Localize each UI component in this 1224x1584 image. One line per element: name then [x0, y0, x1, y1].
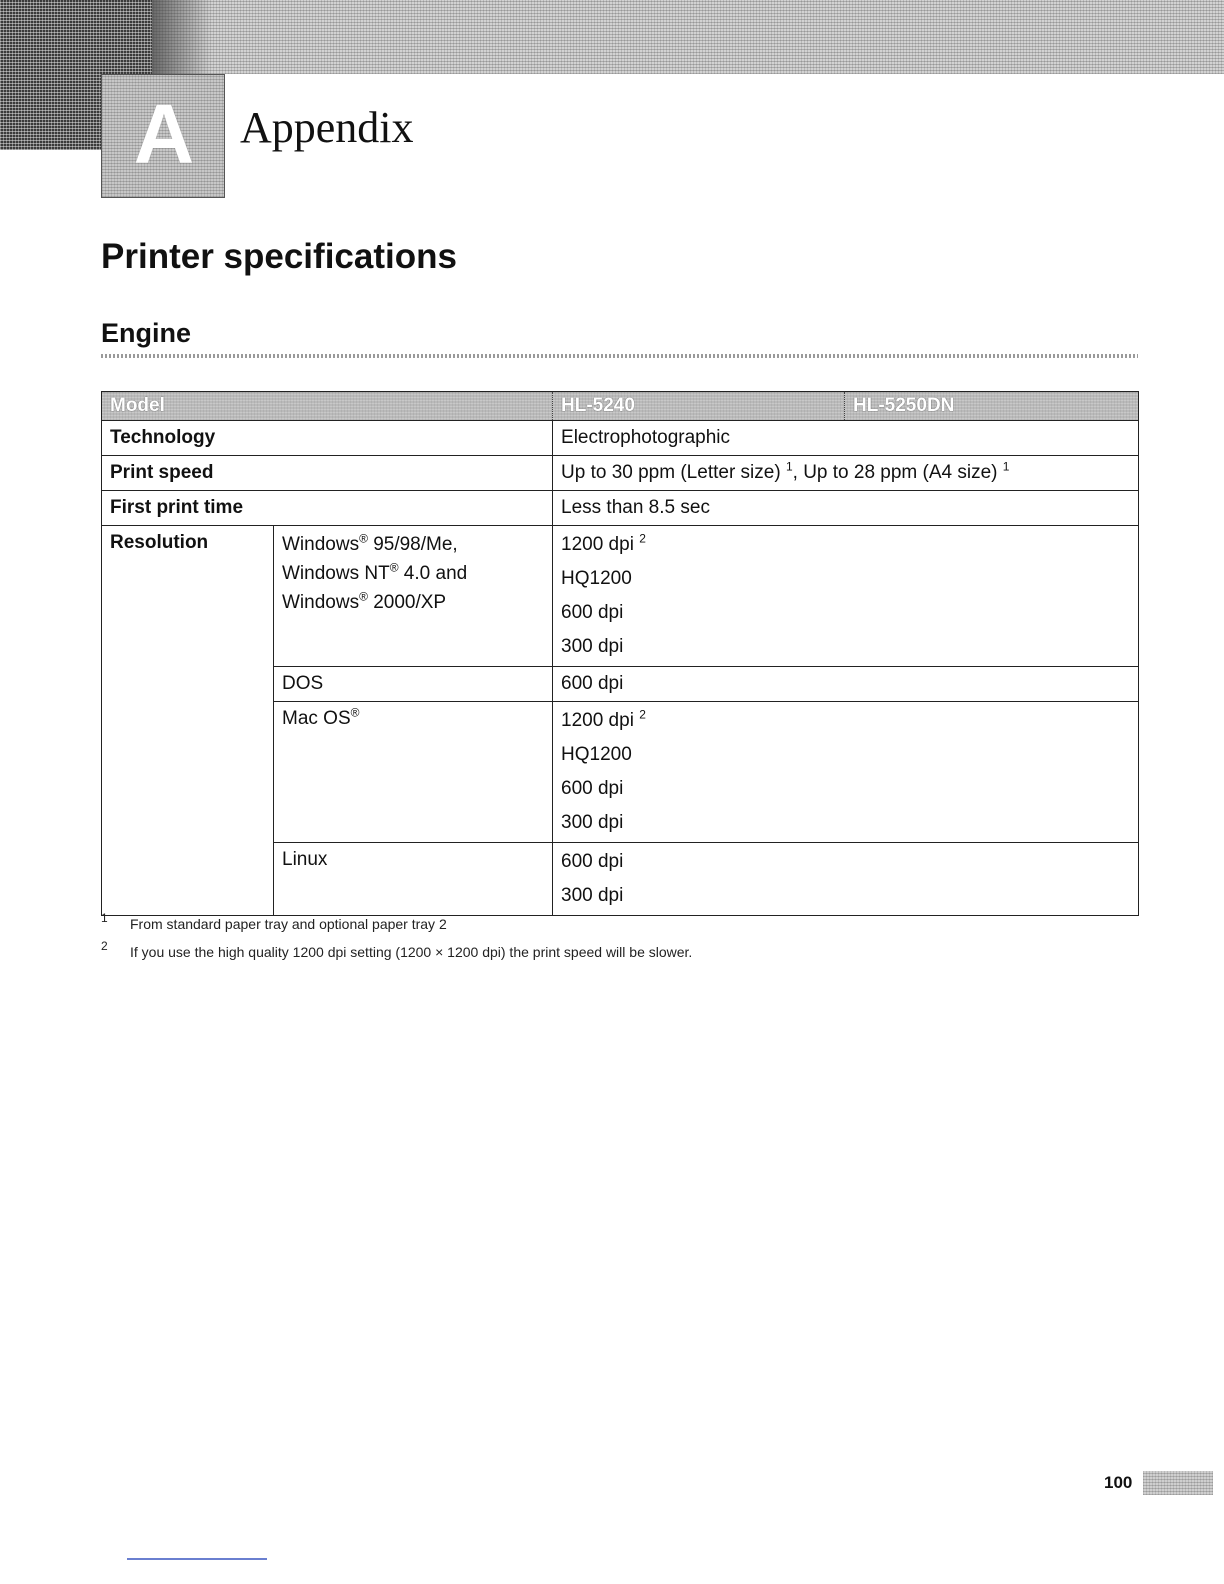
- resolution-windows-values: [553, 526, 1139, 667]
- footnote-2: [101, 940, 1138, 968]
- resolution-mac-values: [553, 702, 1139, 843]
- os-windows: [274, 526, 553, 667]
- print-speed-a4: , Up to 28 ppm (A4 size): [792, 462, 1003, 483]
- footnote-ref: 1: [785, 459, 793, 474]
- row-label-first-print-time: First print time: [102, 491, 553, 526]
- resolution-value: 300 dpi: [561, 885, 624, 906]
- os-linux: Linux: [274, 843, 553, 916]
- footnote-text: If you use the high quality 1200 dpi setting (1200 × 1200 dpi) the print speed will be slower.: [130, 944, 693, 960]
- resolution-value: 300 dpi: [561, 636, 624, 657]
- chapter-letter: A: [133, 87, 195, 181]
- header-banner-fade: [152, 0, 212, 74]
- footnote-number: 2: [101, 939, 108, 953]
- footnote-ref: 2: [639, 707, 646, 722]
- section-title: Printer specifications: [101, 237, 457, 276]
- os-windows-line-2: Windows NT® 4.0 and: [282, 560, 468, 584]
- row-label-print-speed: Print speed: [102, 456, 553, 491]
- resolution-value: 1200 dpi $^2$: [561, 531, 646, 555]
- footnote-1: [101, 912, 1138, 940]
- table-row-print-speed: [102, 456, 1139, 491]
- resolution-dos-value: 600 dpi: [553, 667, 1139, 702]
- subsection-title: Engine: [101, 318, 192, 348]
- table-row-first-print-time: [102, 491, 1139, 526]
- chapter-letter-box: [101, 74, 225, 198]
- resolution-value: 1200 dpi $^2$: [561, 707, 646, 731]
- table-row-technology: [102, 421, 1139, 456]
- header-model-1: HL-5240: [553, 392, 845, 421]
- page-number: 100: [1104, 1473, 1133, 1492]
- footnotes: [101, 912, 1138, 968]
- footnote-text: From standard paper tray and optional paper tray 2: [130, 916, 447, 932]
- subsection-divider: [101, 354, 1138, 358]
- os-dos: DOS: [274, 667, 553, 702]
- header-model: Model: [102, 392, 553, 421]
- row-value-first-print-time: Less than 8.5 sec: [553, 491, 1139, 526]
- footnote-ref: 2: [639, 531, 646, 546]
- row-value-technology: Electrophotographic: [553, 421, 1139, 456]
- resolution-value: HQ1200: [561, 568, 632, 589]
- os-windows-line-1: Windows® 95/98/Me,: [282, 531, 458, 555]
- os-mac: Mac OS®: [274, 702, 553, 843]
- header-model-2: HL-5250DN: [845, 392, 1139, 421]
- bottom-rule: [127, 1558, 267, 1560]
- resolution-value: 600 dpi: [561, 851, 624, 872]
- resolution-value: 600 dpi: [561, 602, 624, 623]
- footnote-number: 1: [101, 911, 108, 925]
- resolution-value: 600 dpi: [561, 778, 624, 799]
- footnote-ref: 1: [1002, 459, 1010, 474]
- resolution-value: HQ1200: [561, 744, 632, 765]
- chapter-title: Appendix: [240, 103, 414, 152]
- table-header-row: [102, 392, 1139, 421]
- os-windows-line-3: Windows® 2000/XP: [282, 589, 447, 613]
- row-label-technology: Technology: [102, 421, 553, 456]
- engine-spec-table: [101, 391, 1139, 916]
- row-value-print-speed: [553, 456, 1139, 491]
- row-label-resolution: Resolution: [102, 526, 274, 916]
- resolution-value: 300 dpi: [561, 812, 624, 833]
- resolution-linux-values: [553, 843, 1139, 916]
- table-row-resolution-windows: [102, 526, 1139, 667]
- page-number-tab: [1143, 1471, 1213, 1495]
- print-speed-letter: Up to 30 ppm (Letter size): [561, 462, 786, 483]
